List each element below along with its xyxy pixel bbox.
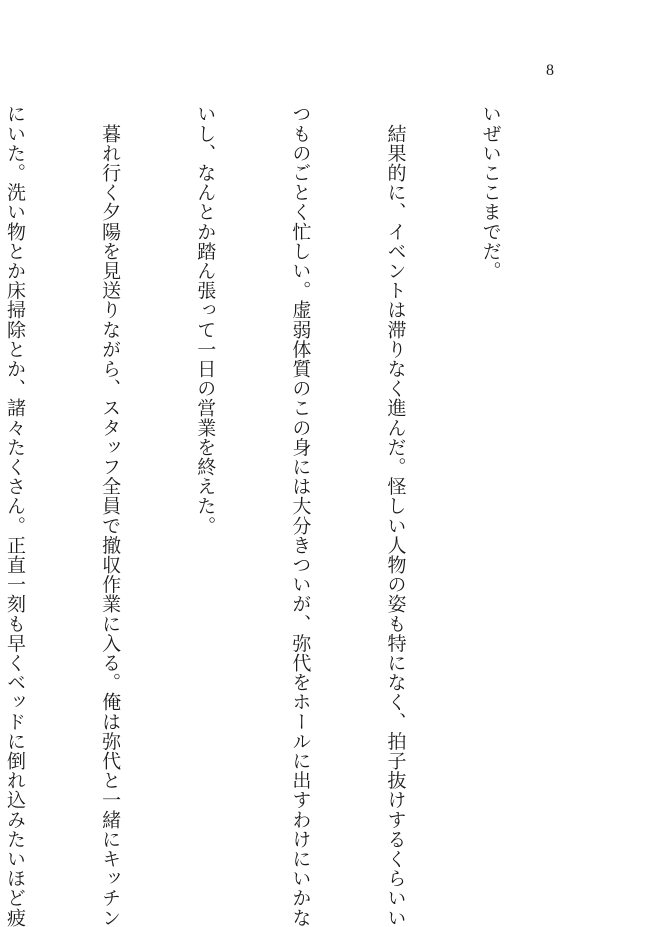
text-line: いし、なんとか踏ん張って一日の営業を終えた。 <box>194 104 217 536</box>
text-line: 暮れ行く夕陽を見送りながら、スタッフ全員で撤収作業に入る。俺は弥代と一緒にキッチン <box>99 104 122 927</box>
text-line: いぜいここまでだ。 <box>479 104 502 281</box>
novel-text <box>0 104 569 927</box>
text-line: にいた。洗い物とか床掃除とか、諸々たくさん。正直一刻も早くベッドに倒れ込みたいほど疲 <box>4 104 27 927</box>
text-line: つものごとく忙しい。虚弱体質のこの身には大分きついが、弥代をホールに出すわけにいかな <box>289 104 312 927</box>
page-number: 8 <box>546 62 554 79</box>
text-line: 結果的に、イベントは滞りなく進んだ。怪しい人物の姿も特になく、拍子抜けするくらいい <box>384 104 407 927</box>
